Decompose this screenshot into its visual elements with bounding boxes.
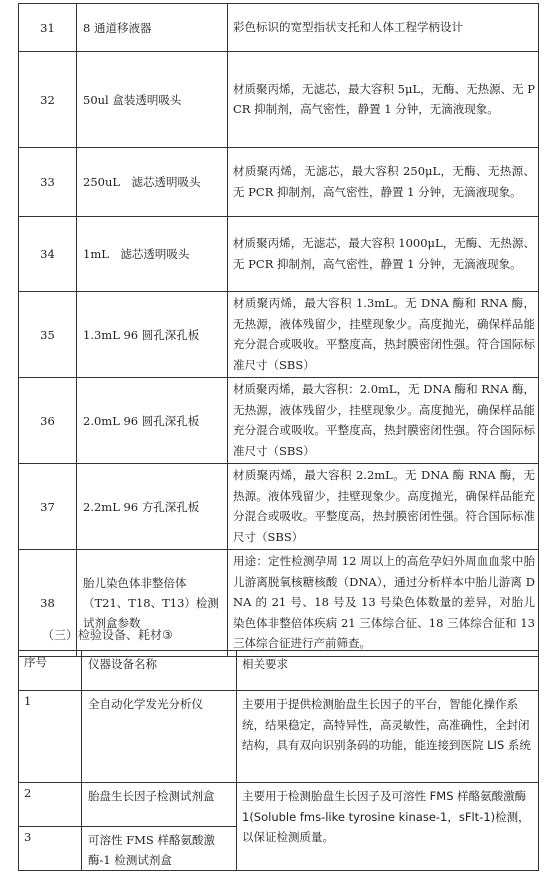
row-number: 36 [19,378,77,464]
equipment-name: 胎盘生长因子检测试剂盒 [82,783,237,827]
header-name: 仪器设备名称 [82,651,237,691]
table-row [19,148,539,217]
equipment-table [18,650,539,871]
item-requirement: 材质聚丙烯，最大容积 1.3mL。无 DNA 酶和 RNA 酶，无热源，液体残留少，挂壁现象少。高度抛光，确保样品能充分混合或吸收。平整度高，热封膜密闭性强。符合国际标准尺寸（SBS） [228,292,539,378]
row-number: 34 [19,217,77,292]
item-requirement: 材质聚丙烯，无滤芯，最大容积 5μL，无酶、无热源、无 PCR 抑制剂，高气密性，静置 1 分钟，无滴液现象。 [228,52,539,148]
row-number: 31 [19,4,77,52]
row-number: 1 [19,691,82,783]
equipment-name: 全自动化学发光分析仪 [82,691,237,783]
equipment-name: 可溶性 FMS 样酪氨酸激酶-1 检测试剂盒 [82,827,237,871]
row-number: 33 [19,148,77,217]
item-requirement: 材质聚丙烯，最大容积：2.0mL，无 DNA 酶和 RNA 酶，无热源，液体残留少，挂壁现象少。高度抛光，确保样品能充分混合或吸收。平整度高，热封膜密闭性强。符合国际标准尺寸（SBS） [228,378,539,464]
header-number: 序号 [19,651,82,691]
item-name: 1mL 滤芯透明吸头 [77,217,228,292]
equipment-requirement: 主要用于提供检测胎盘生长因子的平台，智能化操作系统，结果稳定，高特异性，高灵敏性，高准确性，全封闭结构，具有双向识别条码的功能，能连接到医院 LIS 系统 [237,691,539,783]
table-row [19,292,539,378]
item-requirement: 彩色标识的宽型指状支托和人体工程学柄设计 [228,4,539,52]
item-name: 50ul 盒装透明吸头 [77,52,228,148]
row-number: 2 [19,783,82,827]
item-name: 2.0mL 96 圆孔深孔板 [77,378,228,464]
item-name: 1.3mL 96 圆孔深孔板 [77,292,228,378]
item-requirement: 材质聚丙烯，无滤芯，最大容积 250μL，无酶、无热源、无 PCR 抑制剂，高气密性，静置 1 分钟，无滴液现象。 [228,148,539,217]
table-row [19,217,539,292]
table-row [19,783,539,827]
header-requirement: 相关要求 [237,651,539,691]
section-title: （三）检验设备、耗材③ [42,628,173,642]
item-name: 250uL 滤芯透明吸头 [77,148,228,217]
row-number: 37 [19,464,77,550]
row-number: 35 [19,292,77,378]
table-row [19,464,539,550]
item-name: 胎儿染色体非整倍体（T21、T18、T13）检测试剂盒参数 [77,550,228,657]
consumables-table [18,3,539,657]
row-number: 3 [19,827,82,871]
item-requirement: 材质聚丙烯，最大容积 2.2mL。无 DNA 酶 RNA 酶，无热源。液体残留少，挂壁现象少。高度抛光，确保样品能充分混合或吸收。平整度高，热封膜密闭性强。符合国际标准尺寸（SBS） [228,464,539,550]
table-row [19,691,539,783]
table-row [19,378,539,464]
table-row [19,52,539,148]
item-requirement: 材质聚丙烯，无滤芯，最大容积 1000μL，无酶、无热源、无 PCR 抑制剂，高气密性，静置 1 分钟，无滴液现象。 [228,217,539,292]
item-requirement: 用途：定性检测孕周 12 周以上的高危孕妇外周血血浆中胎儿游离脱氧核糖核酸（DNA），通过分析样本中胎儿游离 DNA 的 21 号、18 号及 13 号染色体数量的差异，对胎儿染色体非整倍体疾病 21 三体综合征、18 三体综合征和 13 三体综合征进行产前筛查。 [228,550,539,657]
table-header-row [19,651,539,691]
equipment-requirement: 主要用于检测胎盘生长因子及可溶性 FMS 样酪氨酸激酶 1(Soluble fms-like tyrosine kinase-1，sFlt-1)检测，以保证检测质量。 [237,783,539,871]
item-name: 8 通道移液器 [77,4,228,52]
row-number: 38 [19,550,77,657]
row-number: 32 [19,52,77,148]
table-row [19,4,539,52]
item-name: 2.2mL 96 方孔深孔板 [77,464,228,550]
